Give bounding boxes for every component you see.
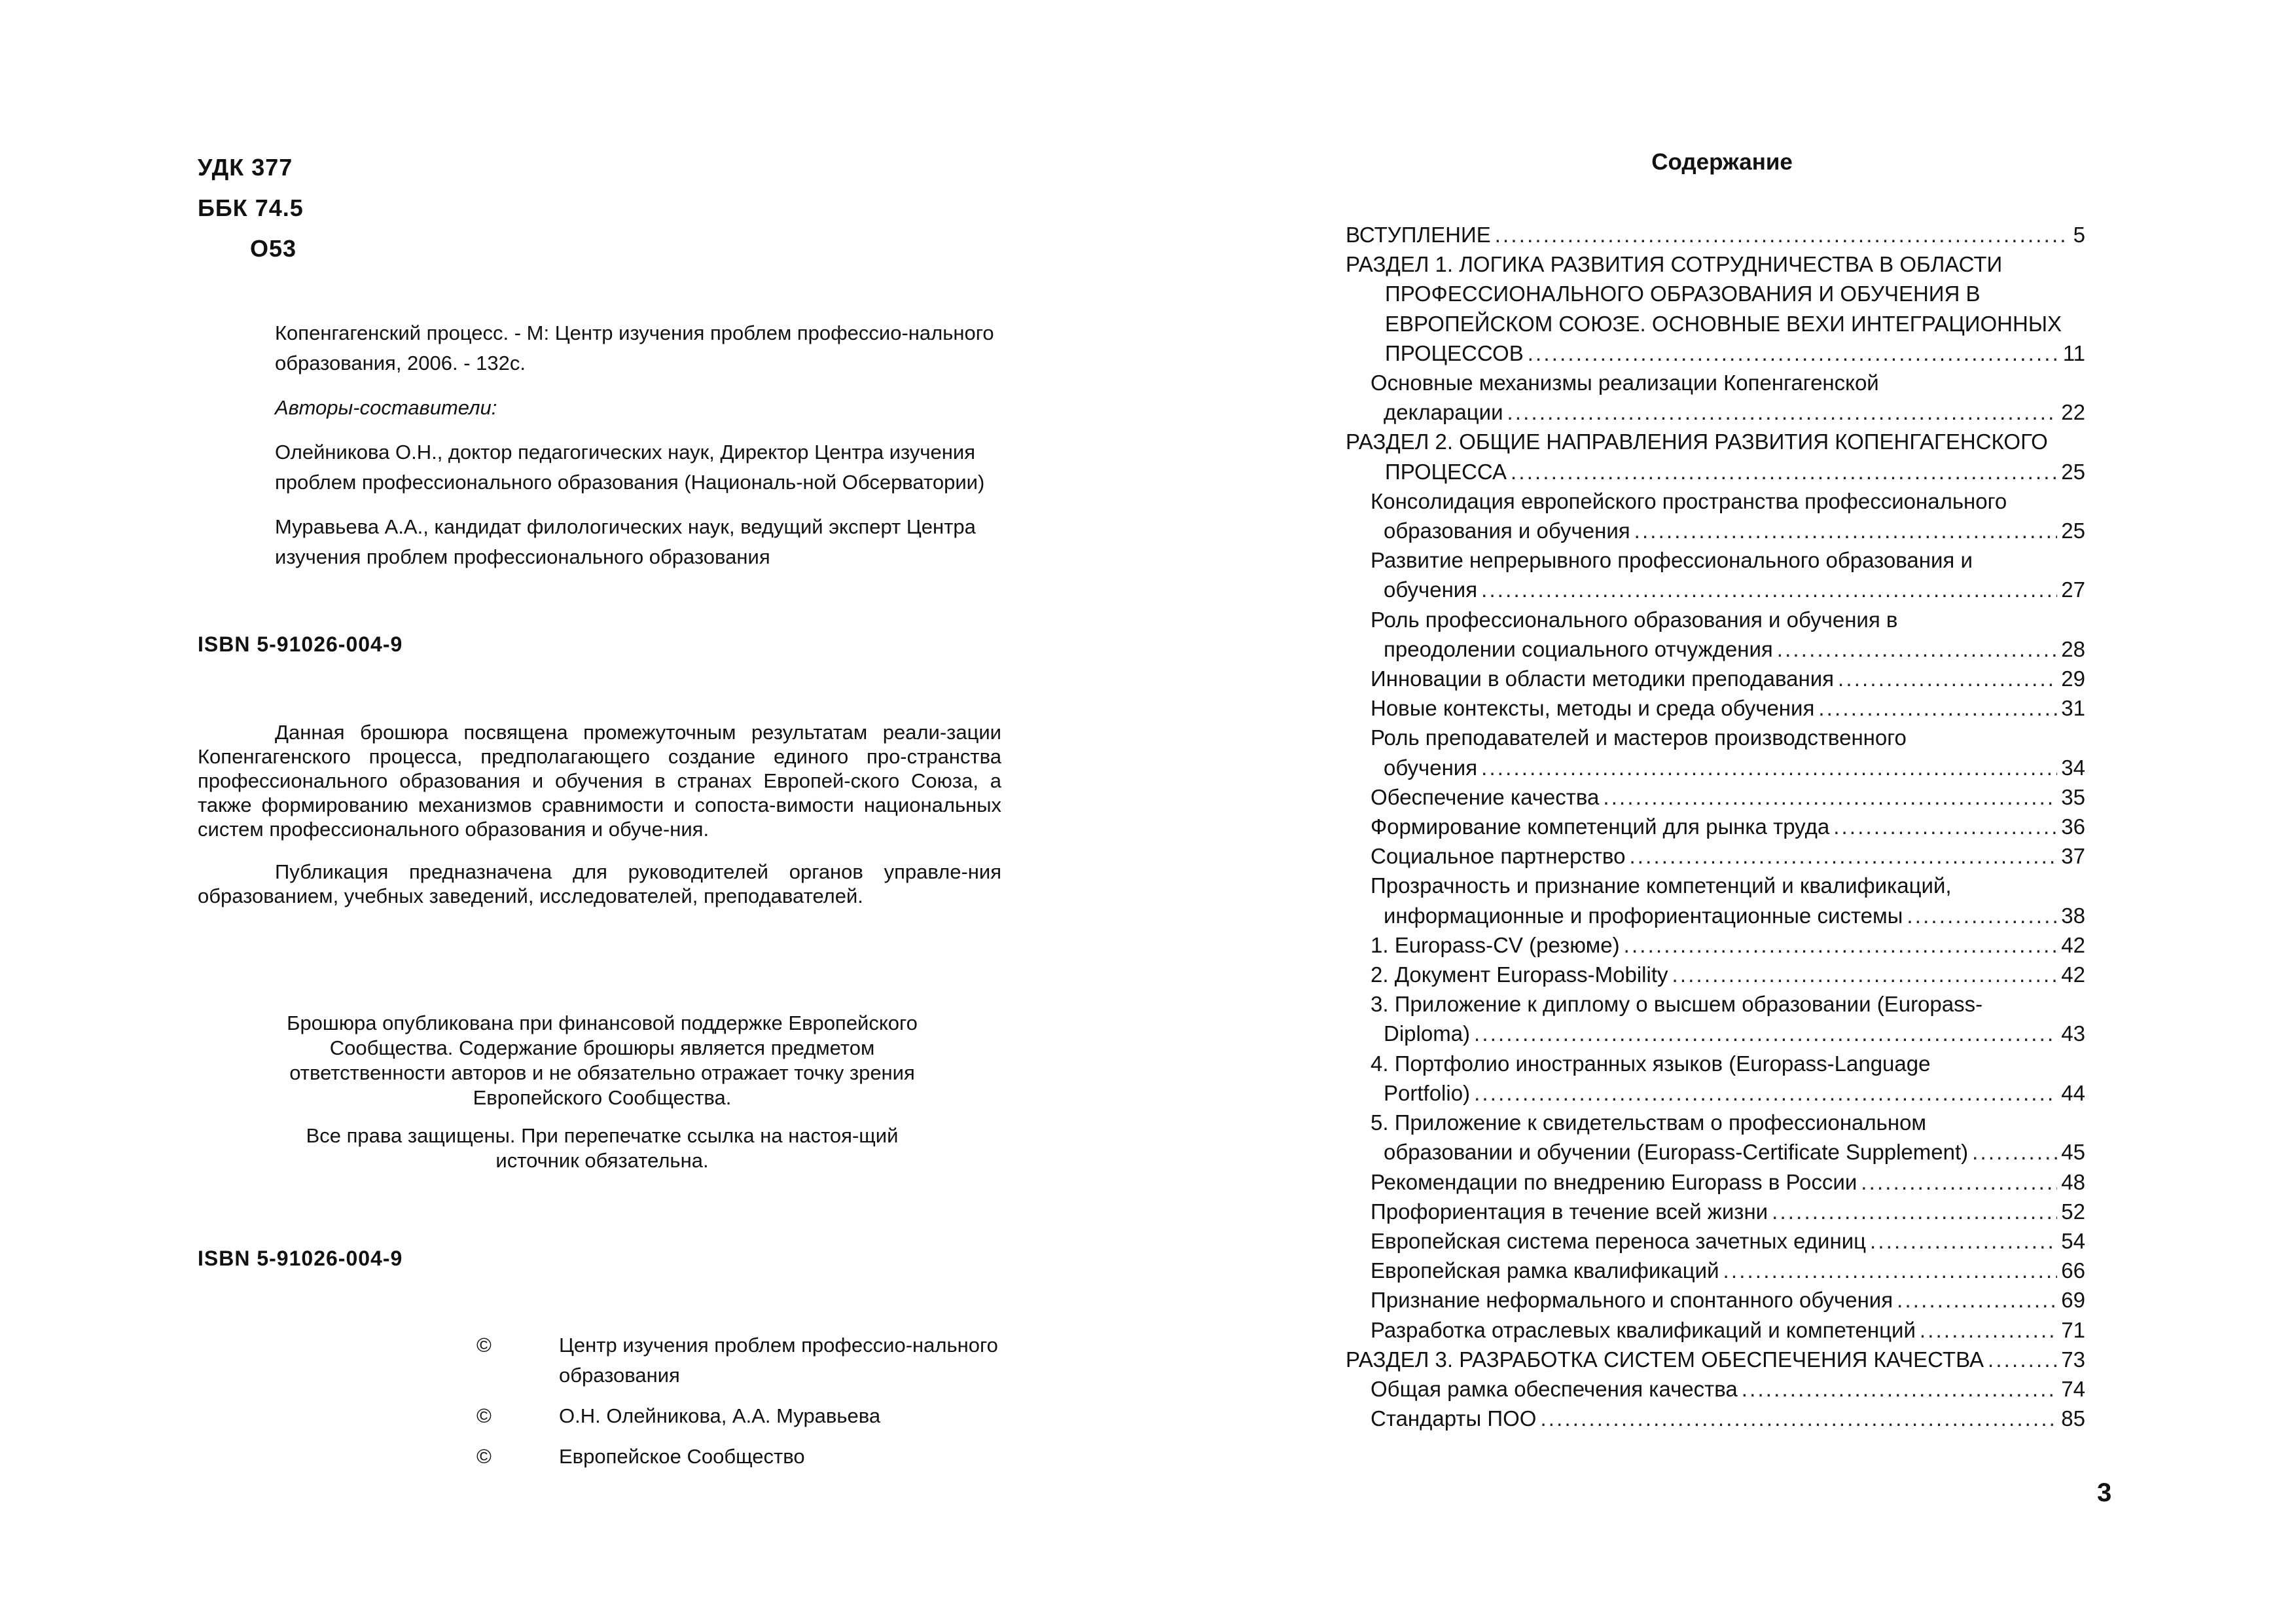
toc-entry <box>1346 1256 2085 1285</box>
toc-entry-page: 44 <box>2061 1080 2085 1105</box>
toc-entry-title: Рекомендации по внедрению Europass в России <box>1371 1169 1857 1194</box>
page-number: 3 <box>2097 1478 2112 1507</box>
toc-entry-row <box>1371 1374 2085 1404</box>
toc-entry-page: 5 <box>2073 223 2085 247</box>
toc-entry-page: 36 <box>2061 814 2085 839</box>
toc-entry-title: ПРОЦЕССА <box>1385 459 1507 484</box>
toc-entry-row <box>1371 693 2085 723</box>
toc-entry-page: 66 <box>2061 1258 2085 1283</box>
annotation-paragraph-2: Публикация предназначена для руководителей органов управле-ния образованием, учебных заведений, исследователей, преподавателей. <box>198 860 1001 907</box>
toc-entry-line: ПРОФЕССИОНАЛЬНОГО ОБРАЗОВАНИЯ И ОБУЧЕНИЯ В <box>1385 282 1981 306</box>
toc-entry-row <box>1371 812 2085 841</box>
toc-entry-title: Общая рамка обеспечения качества <box>1371 1376 1738 1401</box>
toc-entry-row <box>1346 220 2085 249</box>
toc-entry <box>1346 723 2085 782</box>
udk-code: УДК 377 <box>198 154 293 181</box>
toc-entry <box>1346 664 2085 693</box>
toc-title: Содержание <box>1651 149 1793 175</box>
toc-entry <box>1346 1049 2085 1108</box>
toc-entry-row <box>1371 753 2085 782</box>
toc-entry-title: преодолении социального отчуждения <box>1384 636 1773 661</box>
toc-entry-title: ВСТУПЛЕНИЕ <box>1346 223 1491 247</box>
toc-entry <box>1346 812 2085 841</box>
toc-entry-title: Признание неформального и спонтанного обучения <box>1371 1288 1893 1313</box>
toc-entry-line: Развитие непрерывного профессионального образования и <box>1371 548 1973 573</box>
toc-entry-page: 38 <box>2061 903 2085 928</box>
dot-leader <box>1474 1078 2057 1108</box>
dot-leader <box>1481 575 2057 604</box>
toc-entry <box>1346 427 2085 486</box>
toc-entry <box>1346 871 2085 930</box>
copyright-icon: © <box>476 1334 492 1357</box>
toc-entry <box>1346 1167 2085 1197</box>
dot-leader <box>1603 782 2057 812</box>
toc-entry <box>1346 782 2085 812</box>
toc-entry-row <box>1371 1197 2085 1226</box>
toc-entry-title: Формирование компетенций для рынка труда <box>1371 814 1830 839</box>
toc-entry-title: Профориентация в течение всей жизни <box>1371 1199 1768 1224</box>
rights-text: Все права защищены. При перепечатке ссылка на настоя-щий источник обязательна. <box>306 1124 899 1172</box>
toc-entry-row <box>1371 634 2085 664</box>
toc-entry-row <box>1371 1019 2085 1048</box>
toc-entry-row <box>1371 930 2085 960</box>
toc-entry-line: ЕВРОПЕЙСКОМ СОЮЗЕ. ОСНОВНЫЕ ВЕХИ ИНТЕГРАЦИОННЫХ <box>1385 311 2062 336</box>
dot-leader <box>1907 901 2057 930</box>
toc-entry-row <box>1371 1256 2085 1285</box>
dot-leader <box>1511 457 2057 486</box>
toc-entry-page: 52 <box>2061 1199 2085 1224</box>
dot-leader <box>1495 220 2070 249</box>
toc-entry <box>1346 1404 2085 1433</box>
toc-entry-page: 85 <box>2061 1406 2085 1431</box>
dot-leader <box>1634 516 2058 545</box>
toc-entry-page: 34 <box>2061 755 2085 780</box>
dot-leader <box>1772 1197 2057 1226</box>
toc-entry-line: Основные механизмы реализации Копенгагенской <box>1371 371 1879 395</box>
toc-entry <box>1346 545 2085 604</box>
dot-leader <box>1474 1019 2057 1048</box>
dot-leader <box>1540 1404 2057 1433</box>
toc-entry-line: Прозрачность и признание компетенций и квалификаций, <box>1371 873 1952 898</box>
copyright-holder: О.Н. Олейникова, А.А. Муравьева <box>559 1404 881 1427</box>
toc-entry <box>1346 368 2085 427</box>
funding-text: Брошюра опубликована при финансовой поддержке Европейского Сообщества. Содержание брошюры является предметом ответственности авторов и не обязательно отражает точку зрения Европейского Сообщества. <box>287 1012 918 1109</box>
table-of-contents <box>1346 220 2085 1433</box>
toc-entry-row <box>1346 338 2085 368</box>
toc-entry <box>1346 1285 2085 1315</box>
toc-entry <box>1346 605 2085 664</box>
toc-entry-line: РАЗДЕЛ 1. ЛОГИКА РАЗВИТИЯ СОТРУДНИЧЕСТВА В ОБЛАСТИ <box>1346 252 2003 277</box>
toc-entry-page: 25 <box>2061 459 2085 484</box>
toc-entry-line: 3. Приложение к диплому о высшем образовании (Europass- <box>1371 992 1983 1017</box>
dot-leader <box>1838 664 2057 693</box>
toc-entry-page: 11 <box>2062 340 2085 365</box>
dot-leader <box>1624 930 2058 960</box>
citation: Копенгагенский процесс. - М: Центр изучения проблем профессио-нального образования, 2006. - 132с. <box>275 321 994 374</box>
toc-entry <box>1346 220 2085 249</box>
copyright-holder: Европейское Сообщество <box>559 1445 805 1468</box>
toc-entry-row <box>1371 1404 2085 1433</box>
dot-leader <box>1833 812 2057 841</box>
dot-leader <box>1481 753 2057 782</box>
copyright-item <box>476 1330 1000 1391</box>
toc-entry <box>1346 841 2085 871</box>
copyright-list <box>476 1330 1000 1482</box>
copyright-holder: Центр изучения проблем профессио-нального образования <box>559 1334 998 1387</box>
toc-entry-line: 4. Портфолио иностранных языков (Europass-Language <box>1371 1051 1931 1076</box>
toc-entry <box>1346 930 2085 960</box>
toc-entry-page: 43 <box>2061 1021 2085 1046</box>
dot-leader <box>1777 634 2058 664</box>
toc-entry-page: 42 <box>2061 962 2085 987</box>
toc-entry <box>1346 1108 2085 1167</box>
toc-entry-row <box>1371 960 2085 989</box>
annotation-paragraph-1: Данная брошюра посвящена промежуточным результатам реали-зации Копенгагенского процесса, предполагающего создание единого про-странства профессионального образования и обучения в странах Европей-ского Союза, а также формированию механизмов сравнимости и сопоста-вимости национальных систем профессионального образования и обуче-ния. <box>198 721 1001 841</box>
toc-entry-title: ПРОЦЕССОВ <box>1385 340 1524 365</box>
author-2: Муравьева А.А., кандидат филологических наук, ведущий эксперт Центра изучения проблем профессионального образования <box>275 515 976 568</box>
isbn-bottom: ISBN 5-91026-004-9 <box>198 1247 403 1270</box>
toc-entry <box>1346 1197 2085 1226</box>
toc-entry-row <box>1371 575 2085 604</box>
toc-entry-page: 54 <box>2061 1228 2085 1253</box>
toc-entry-page: 29 <box>2061 666 2085 691</box>
toc-entry-row <box>1371 1167 2085 1197</box>
toc-entry <box>1346 249 2085 368</box>
toc-entry-page: 71 <box>2061 1317 2085 1342</box>
toc-entry-line: Консолидация европейского пространства профессионального <box>1371 488 2007 513</box>
toc-entry-line: РАЗДЕЛ 2. ОБЩИЕ НАПРАВЛЕНИЯ РАЗВИТИЯ КОПЕНГАГЕНСКОГО <box>1346 429 2048 454</box>
toc-entry-title: Европейская рамка квалификаций <box>1371 1258 1719 1283</box>
dot-leader <box>1629 841 2057 871</box>
dot-leader <box>1897 1285 2057 1315</box>
dot-leader <box>1672 960 2058 989</box>
funding-notice <box>262 1011 942 1186</box>
toc-entry <box>1346 1226 2085 1256</box>
toc-entry-title: Европейская система переноса зачетных единиц <box>1371 1228 1867 1253</box>
toc-entry-title: декларации <box>1384 400 1503 425</box>
toc-entry-row <box>1371 397 2085 427</box>
dot-leader <box>1528 338 2059 368</box>
toc-entry-page: 35 <box>2061 784 2085 809</box>
toc-entry <box>1346 1374 2085 1404</box>
toc-entry-row <box>1371 1285 2085 1315</box>
dot-leader <box>1742 1374 2058 1404</box>
toc-entry-title: 1. Europass-CV (резюме) <box>1371 932 1620 957</box>
dot-leader <box>1507 397 2058 427</box>
toc-entry-title: Разработка отраслевых квалификаций и компетенций <box>1371 1317 1916 1342</box>
toc-entry-title: образования и обучения <box>1384 519 1630 543</box>
authors-label: Авторы-составители: <box>275 396 497 419</box>
copyright-item <box>476 1442 1000 1472</box>
toc-entry-page: 37 <box>2061 844 2085 869</box>
toc-entry-row <box>1371 901 2085 930</box>
toc-entry-title: образовании и обучении (Europass-Certificate Supplement) <box>1384 1140 1969 1165</box>
toc-entry-title: Новые контексты, методы и среда обучения <box>1371 696 1815 721</box>
toc-entry-title: информационные и профориентационные системы <box>1384 903 1903 928</box>
copyright-icon: © <box>476 1404 492 1427</box>
classification-codes <box>198 147 304 269</box>
copyright-icon: © <box>476 1445 492 1468</box>
toc-entry <box>1346 960 2085 989</box>
toc-entry-title: Diploma) <box>1384 1021 1471 1046</box>
toc-entry-row <box>1371 841 2085 871</box>
toc-entry-page: 73 <box>2061 1347 2085 1372</box>
toc-entry <box>1346 1345 2085 1374</box>
dot-leader <box>1723 1256 2058 1285</box>
copyright-item <box>476 1401 1000 1431</box>
toc-entry-page: 48 <box>2061 1169 2085 1194</box>
toc-entry-row <box>1371 664 2085 693</box>
toc-entry-title: РАЗДЕЛ 3. РАЗРАБОТКА СИСТЕМ ОБЕСПЕЧЕНИЯ КАЧЕСТВА <box>1346 1347 1984 1372</box>
toc-entry-title: Инновации в области методики преподавания <box>1371 666 1835 691</box>
toc-entry-row <box>1371 1315 2085 1345</box>
toc-entry-page: 69 <box>2061 1288 2085 1313</box>
toc-entry-page: 22 <box>2061 400 2085 425</box>
toc-entry-row <box>1371 1078 2085 1108</box>
dot-leader <box>1870 1226 2057 1256</box>
toc-entry-row <box>1371 516 2085 545</box>
toc-entry <box>1346 1315 2085 1345</box>
toc-entry-row <box>1346 457 2085 486</box>
bibliographic-block <box>275 318 1001 587</box>
toc-entry-page: 45 <box>2061 1140 2085 1165</box>
toc-entry <box>1346 989 2085 1048</box>
dot-leader <box>1988 1345 2057 1374</box>
dot-leader <box>1818 693 2057 723</box>
right-page <box>1148 0 2296 1623</box>
toc-entry-page: 74 <box>2061 1376 2085 1401</box>
toc-entry-title: 2. Документ Europass-Mobility <box>1371 962 1668 987</box>
toc-entry-row <box>1371 782 2085 812</box>
toc-entry-title: обучения <box>1384 577 1478 602</box>
dot-leader <box>1972 1137 2057 1167</box>
author-1: Олейникова О.Н., доктор педагогических наук, Директор Центра изучения проблем профессионального образования (Националь-ной Обсерватории) <box>275 441 985 494</box>
toc-entry-page: 42 <box>2061 932 2085 957</box>
toc-entry-row <box>1371 1226 2085 1256</box>
bbk-code: ББК 74.5 <box>198 194 304 221</box>
toc-entry-row <box>1346 1345 2085 1374</box>
toc-entry-line: Роль профессионального образования и обучения в <box>1371 607 1898 632</box>
toc-entry-page: 25 <box>2061 519 2085 543</box>
dot-leader <box>1861 1167 2057 1197</box>
toc-entry-title: Стандарты ПОО <box>1371 1406 1537 1431</box>
toc-entry-page: 28 <box>2061 636 2085 661</box>
toc-entry-line: Роль преподавателей и мастеров производственного <box>1371 725 1907 750</box>
toc-entry-title: Обеспечение качества <box>1371 784 1600 809</box>
toc-entry-page: 31 <box>2061 696 2085 721</box>
toc-entry-page: 27 <box>2061 577 2085 602</box>
toc-entry-title: Portfolio) <box>1384 1080 1471 1105</box>
toc-entry-title: обучения <box>1384 755 1478 780</box>
toc-entry-row <box>1371 1137 2085 1167</box>
toc-entry <box>1346 693 2085 723</box>
isbn-top: ISBN 5-91026-004-9 <box>198 632 403 656</box>
toc-entry-title: Социальное партнерство <box>1371 844 1626 869</box>
annotation <box>198 720 1001 926</box>
toc-entry <box>1346 486 2085 545</box>
toc-entry-line: 5. Приложение к свидетельствам о профессиональном <box>1371 1110 1927 1135</box>
author-mark: О53 <box>250 235 297 262</box>
dot-leader <box>1920 1315 2057 1345</box>
